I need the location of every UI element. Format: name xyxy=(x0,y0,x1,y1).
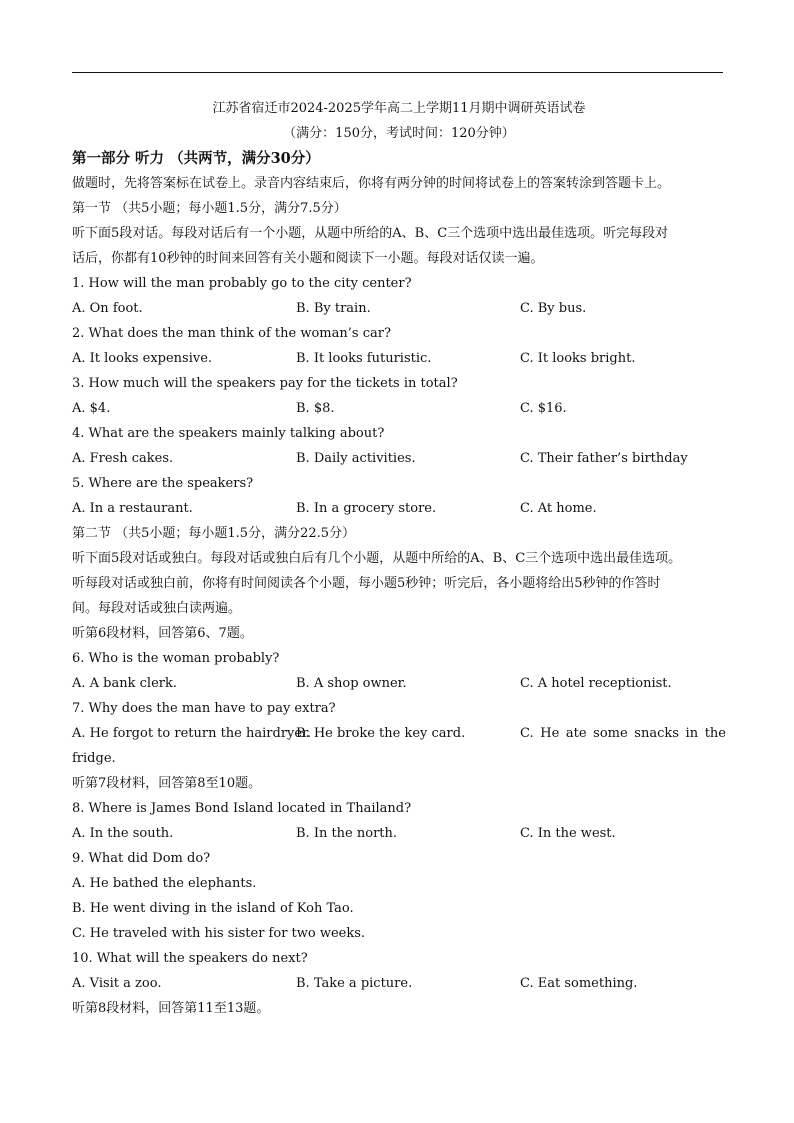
option-c: C. It looks bright. xyxy=(520,351,636,366)
material8-label: 听第8段材料，回答第11至13题。 xyxy=(72,1001,270,1016)
question-options xyxy=(72,821,726,846)
question-stem: 1. How will the man probably go to the city center? xyxy=(72,276,412,291)
option-a: A. On foot. xyxy=(72,301,143,316)
question-3 xyxy=(72,371,726,421)
option-b: B. A shop owner. xyxy=(296,676,407,691)
option-c: C. Eat something. xyxy=(520,976,638,991)
question-10 xyxy=(72,946,726,996)
option-a: A. $4. xyxy=(72,401,111,416)
option-b: B. He broke the key card. xyxy=(296,726,466,741)
option-b: B. In the north. xyxy=(296,826,398,841)
question-options xyxy=(72,496,726,521)
question-options xyxy=(72,671,726,696)
question-stem: 9. What did Dom do? xyxy=(72,851,211,866)
option-c-continuation: fridge. xyxy=(72,751,116,766)
option-b: B. In a grocery store. xyxy=(296,501,437,516)
question-6 xyxy=(72,646,726,696)
header-rule xyxy=(72,72,723,73)
question-stem: 6. Who is the woman probably? xyxy=(72,651,280,666)
option-c: C. $16. xyxy=(520,401,567,416)
option-a: A. In a restaurant. xyxy=(72,501,193,516)
question-options xyxy=(72,346,726,371)
option-b: B. By train. xyxy=(296,301,371,316)
part1-heading: 第一部分 听力 （共两节，满分30分） xyxy=(72,150,320,167)
option-a: A. He forgot to return the hairdryer. xyxy=(72,726,311,741)
exam-content xyxy=(72,96,726,1021)
material7-label: 听第7段材料，回答第8至10题。 xyxy=(72,776,262,791)
option-a: A. Fresh cakes. xyxy=(72,451,174,466)
question-stem: 10. What will the speakers do next? xyxy=(72,951,308,966)
part1-instruction: 做题时，先将答案标在试卷上。录音内容结束后，你将有两分钟的时间将试卷上的答案转涂到答题卡上。 xyxy=(72,176,671,191)
question-stem: 8. Where is James Bond Island located in Thailand? xyxy=(72,801,412,816)
material6-label: 听第6段材料，回答第6、7题。 xyxy=(72,626,253,641)
option-a: A. Visit a zoo. xyxy=(72,976,162,991)
question-stem: 2. What does the man think of the woman’s car? xyxy=(72,326,391,341)
option-b: B. It looks futuristic. xyxy=(296,351,432,366)
question-5 xyxy=(72,471,726,521)
question-2 xyxy=(72,321,726,371)
option-c: C. In the west. xyxy=(520,826,616,841)
question-options xyxy=(72,721,726,746)
option-b: B. Take a picture. xyxy=(296,976,413,991)
section2-heading: 第二节 （共5小题；每小题1.5分，满分22.5分） xyxy=(72,526,356,541)
question-stem: 7. Why does the man have to pay extra? xyxy=(72,701,336,716)
section1-instruction-line2: 话后，你都有10秒钟的时间来回答有关小题和阅读下一小题。每段对话仅读一遍。 xyxy=(72,251,544,266)
option-b: B. $8. xyxy=(296,401,335,416)
question-stem: 3. How much will the speakers pay for the tickets in total? xyxy=(72,376,458,391)
section2-instruction-line2: 听每段对话或独白前，你将有时间阅读各个小题，每小题5秒钟；听完后，各小题将给出5秒钟的作答时 xyxy=(72,576,661,591)
question-options xyxy=(72,971,726,996)
option-a: A. In the south. xyxy=(72,826,174,841)
option-b: B. He went diving in the island of Koh Tao. xyxy=(72,901,354,916)
question-stem: 5. Where are the speakers? xyxy=(72,476,254,491)
question-9 xyxy=(72,846,726,946)
question-options xyxy=(72,296,726,321)
option-a: A. A bank clerk. xyxy=(72,676,177,691)
option-a: A. It looks expensive. xyxy=(72,351,213,366)
question-stem: 4. What are the speakers mainly talking about? xyxy=(72,426,385,441)
exam-subtitle: （满分：150分，考试时间：120分钟） xyxy=(283,126,515,141)
option-a: A. He bathed the elephants. xyxy=(72,876,257,891)
question-7 xyxy=(72,696,726,771)
option-c: C. By bus. xyxy=(520,301,587,316)
question-options xyxy=(72,446,726,471)
option-c: C. Their father’s birthday xyxy=(520,451,688,466)
option-c: C. He ate some snacks in the xyxy=(520,726,726,741)
option-c: C. He traveled with his sister for two weeks. xyxy=(72,926,366,941)
question-8 xyxy=(72,796,726,846)
section1-heading: 第一节 （共5小题；每小题1.5分，满分7.5分） xyxy=(72,201,347,216)
question-1 xyxy=(72,271,726,321)
section1-instruction-line1: 听下面5段对话。每段对话后有一个小题，从题中所给的A、B、C三个选项中选出最佳选项。听完每段对 xyxy=(72,226,669,241)
section2-instruction-line1: 听下面5段对话或独白。每段对话或独白后有几个小题，从题中所给的A、B、C三个选项中选出最佳选项。 xyxy=(72,551,682,566)
question-4 xyxy=(72,421,726,471)
option-c: C. At home. xyxy=(520,501,597,516)
option-b: B. Daily activities. xyxy=(296,451,416,466)
question-options xyxy=(72,396,726,421)
exam-title: 江苏省宿迁市2024-2025学年高二上学期11月期中调研英语试卷 xyxy=(212,101,586,116)
option-c: C. A hotel receptionist. xyxy=(520,676,672,691)
section2-instruction-line3: 间。每段对话或独白读两遍。 xyxy=(72,601,242,616)
